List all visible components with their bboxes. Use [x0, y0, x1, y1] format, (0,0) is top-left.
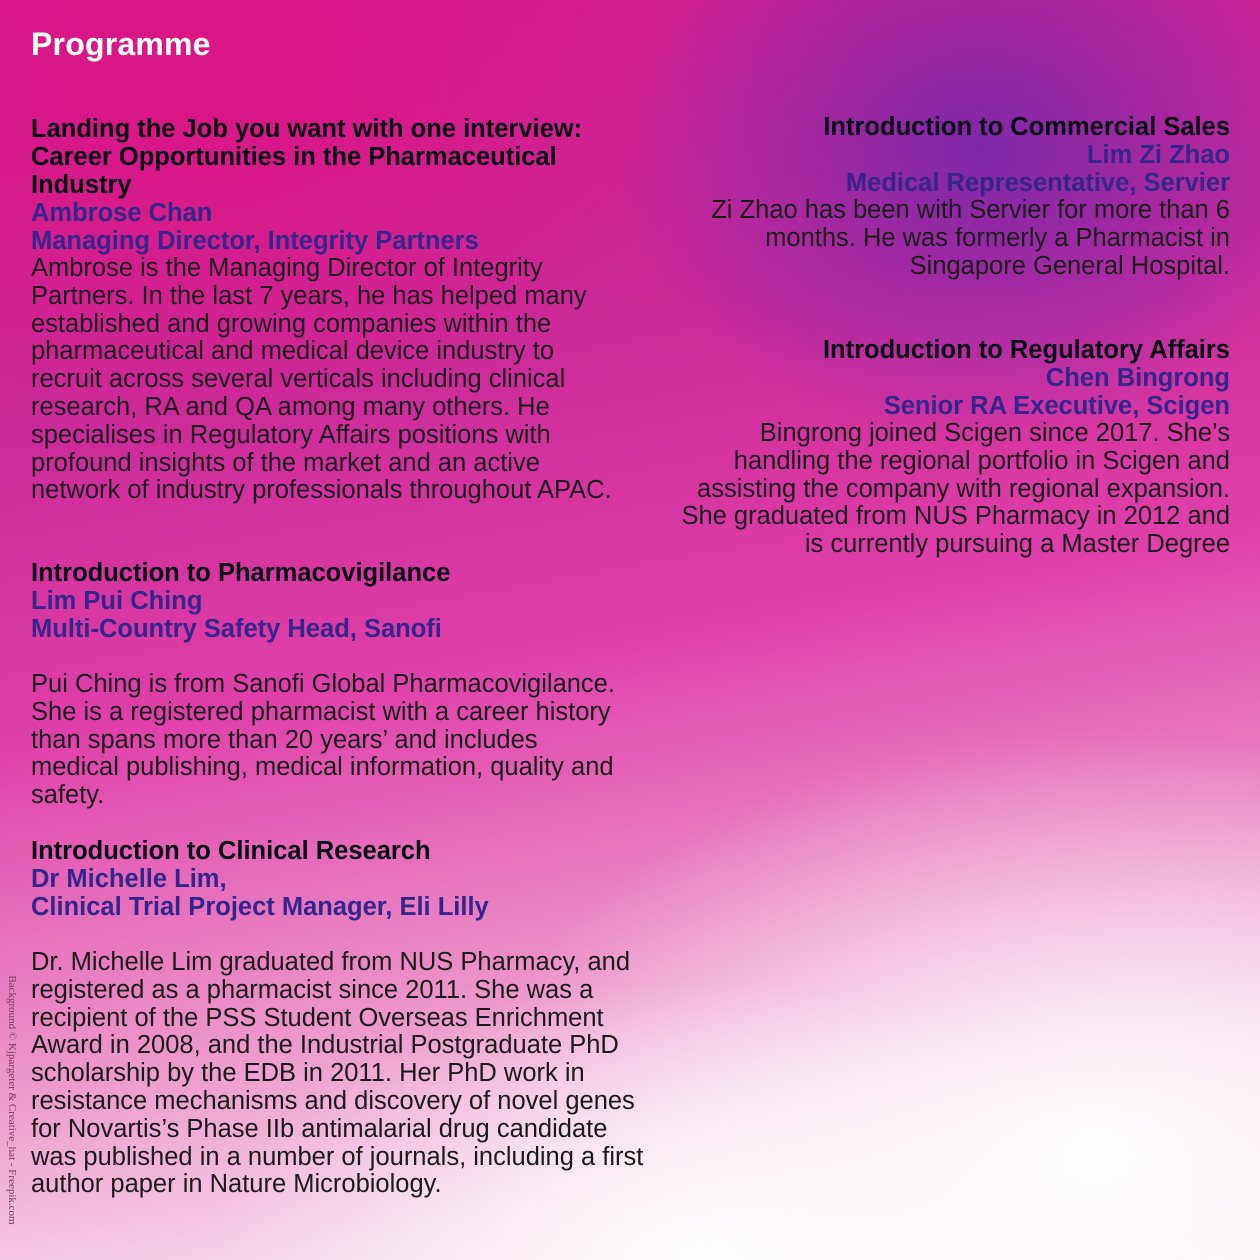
speaker-role: Managing Director, Integrity Partners [31, 227, 479, 255]
section-title: Landing the Job you want with one interview: Career Opportunities in the Pharmaceutical Industry [31, 115, 583, 199]
speaker-name: Ambrose Chan [31, 199, 213, 227]
section-title: Introduction to Regulatory Affairs [822, 336, 1230, 364]
section-regulatory-affairs [630, 336, 1230, 559]
speaker-name: Chen Bingrong [1045, 364, 1230, 392]
speaker-bio: Zi Zhao has been with Servier for more than 6 months. He was formerly a Pharmacist in Singapore General Hospital. [711, 196, 1230, 280]
section-pharmacovigilance [31, 559, 671, 810]
section-title: Introduction to Commercial Sales [823, 113, 1230, 141]
section-title: Introduction to Pharmacovigilance [31, 559, 451, 587]
background-credit: Background © Kjpargeter & Creative_hat - Freepik.com [6, 975, 18, 1225]
page-title: Programme [31, 26, 211, 62]
speaker-name: Dr Michelle Lim, [31, 865, 227, 893]
right-column [630, 0, 1230, 700]
speaker-role: Medical Representative, Servier [845, 169, 1230, 197]
speaker-bio: Dr. Michelle Lim graduated from NUS Pharmacy, and registered as a pharmacist since 2011. She was a recipient of the PSS Student Overseas Enrichment Award in 2008, and the Industrial Postgraduate PhD scholarship by the EDB in 2011. Her PhD work in resistance mechanisms and discovery of novel genes for Novartis’s Phase IIb antimalarial drug candidate was published in a number of journals, including a first author paper in Nature Microbiology. [31, 948, 644, 1199]
speaker-role: Multi-Country Safety Head, Sanofi [31, 615, 442, 643]
speaker-name: Lim Pui Ching [31, 587, 203, 615]
section-title: Introduction to Clinical Research [31, 837, 431, 865]
section-career-opportunities [31, 115, 671, 505]
speaker-bio: Bingrong joined Scigen since 2017. She’s handling the regional portfolio in Scigen and assisting the company with regional expansion. She graduated from NUS Pharmacy in 2012 and is currently pursuing a Master Degree [681, 419, 1230, 559]
section-clinical-research [31, 837, 671, 1199]
speaker-role: Clinical Trial Project Manager, Eli Lilly [31, 893, 489, 921]
speaker-bio: Pui Ching is from Sanofi Global Pharmacovigilance. She is a registered pharmacist with a career history than spans more than 20 years’ and includes medical publishing, medical information, quality and safety. [31, 670, 615, 810]
speaker-role: Senior RA Executive, Scigen [883, 392, 1230, 420]
left-column [31, 0, 671, 1260]
speaker-name: Lim Zi Zhao [1086, 141, 1230, 169]
section-commercial-sales [630, 113, 1230, 280]
speaker-bio: Ambrose is the Managing Director of Integrity Partners. In the last 7 years, he has helped many established and growing companies within the pharmaceutical and medical device industry to recruit across several verticals including clinical research, RA and QA among many others. He specialises in Regulatory Affairs positions with profound insights of the market and an active network of industry professionals throughout APAC. [31, 254, 612, 505]
